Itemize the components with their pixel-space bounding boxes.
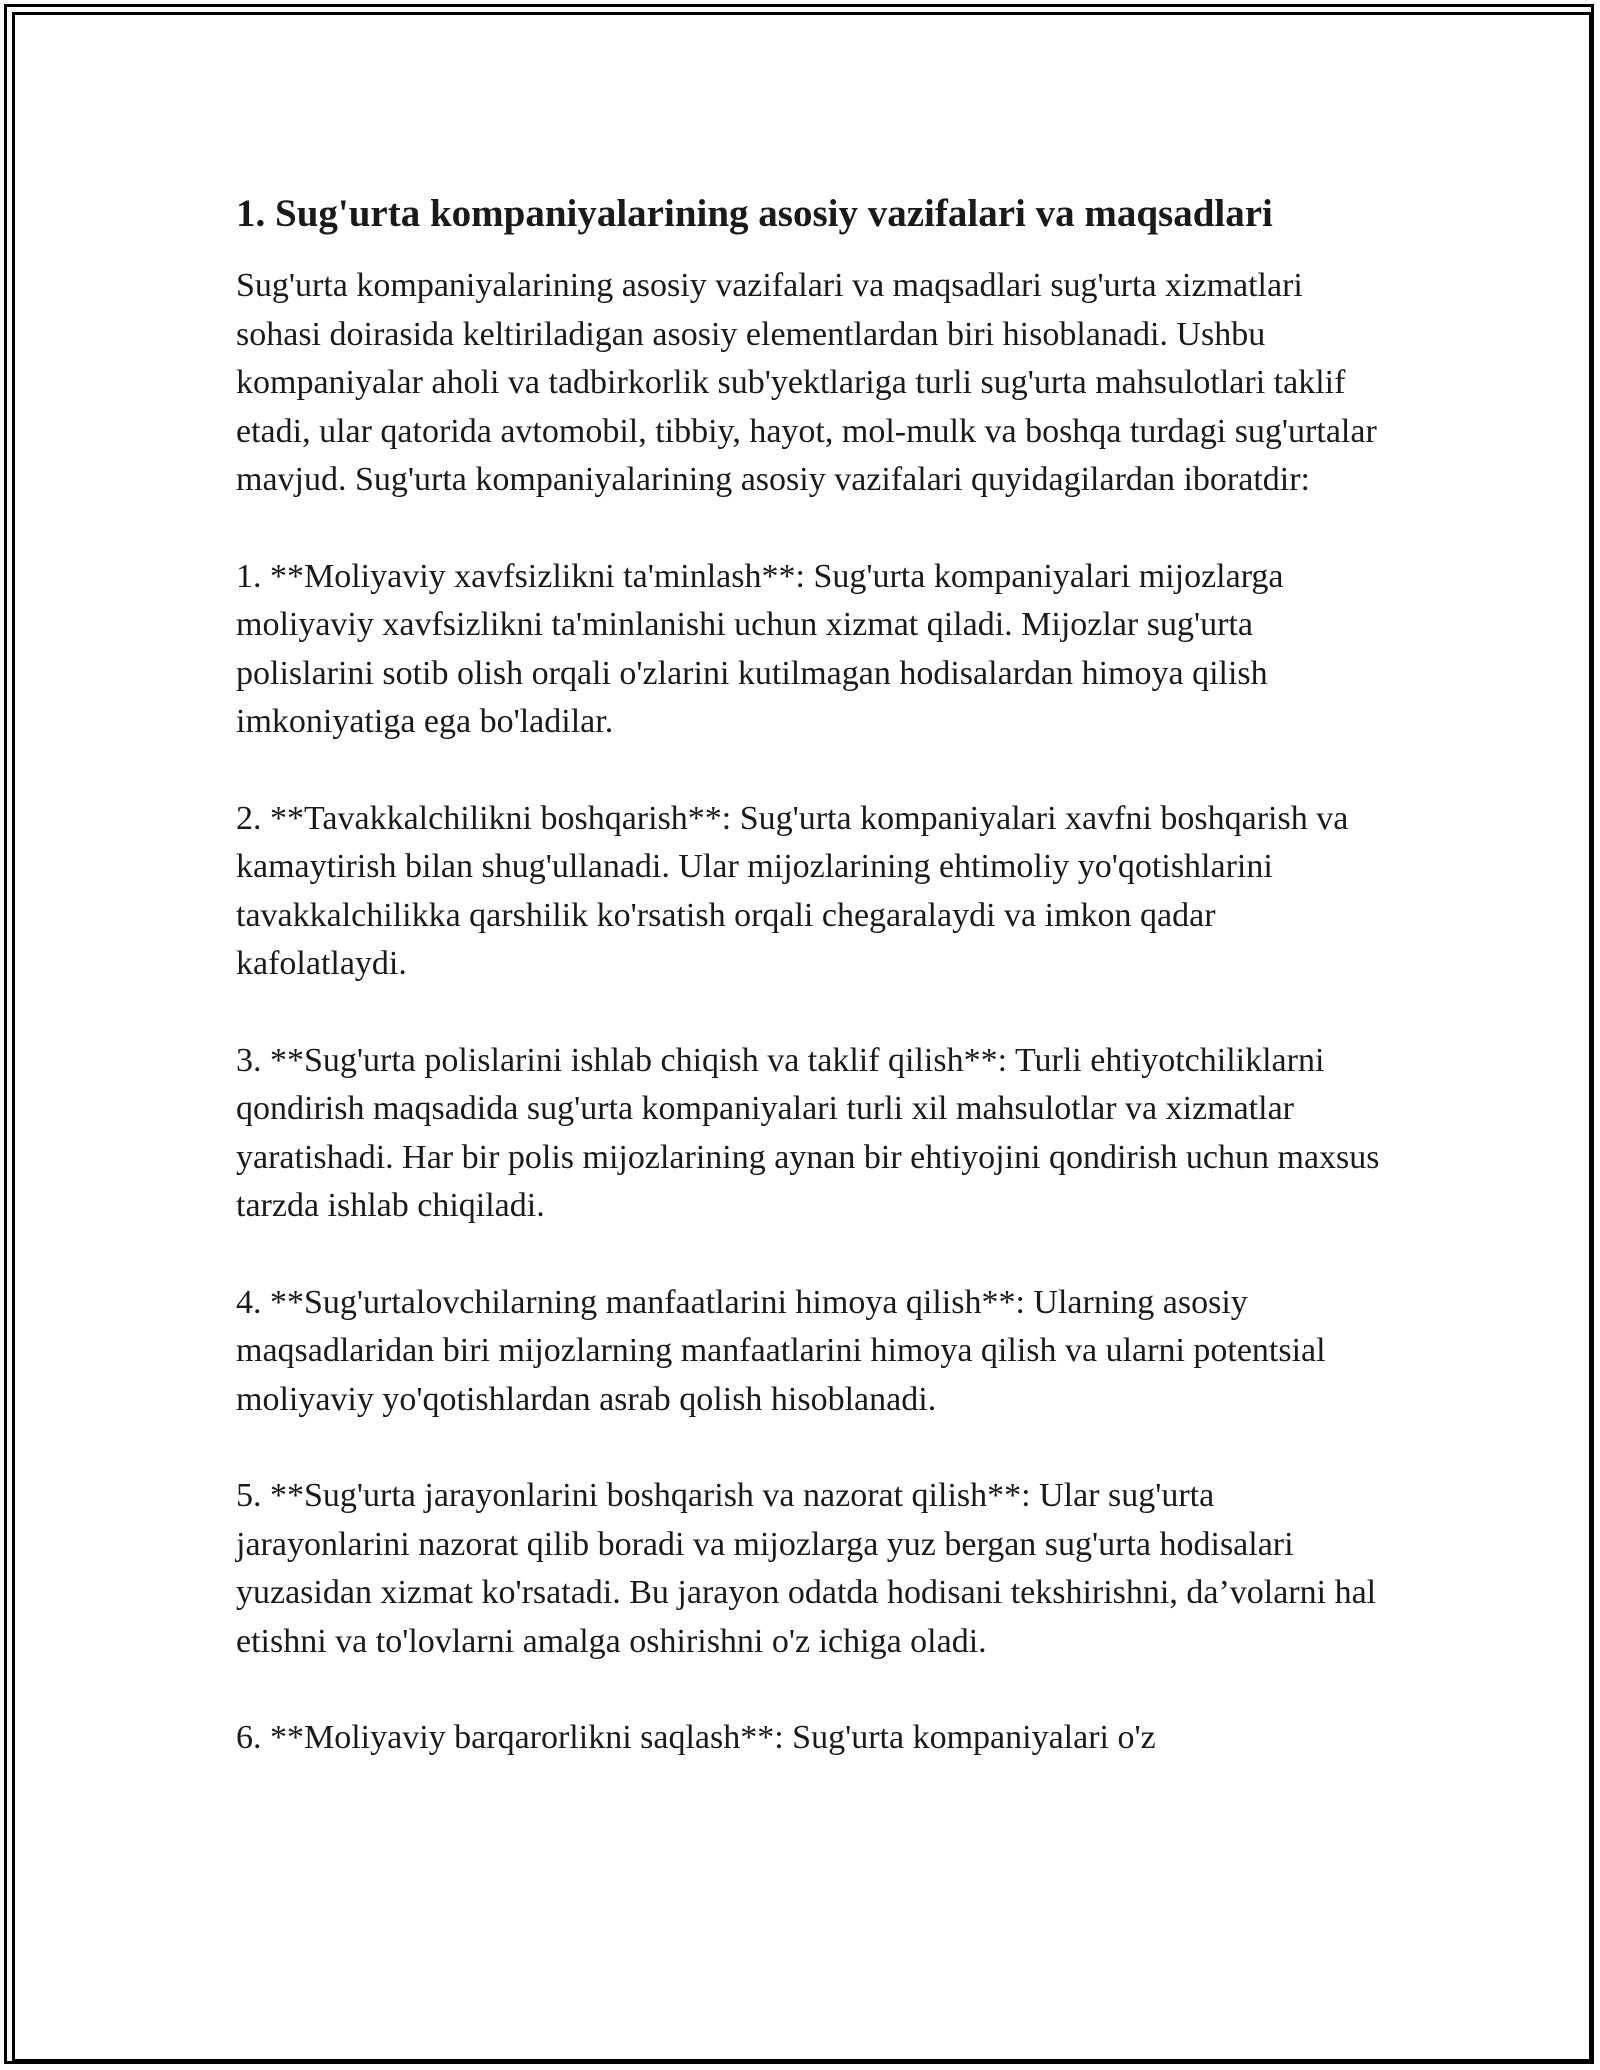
document-title: 1. Sug'urta kompaniyalarining asosiy vazifalari va maqsadlari — [236, 192, 1273, 235]
list-item: 6. **Moliyaviy barqarorlikni saqlash**: Sug'urta kompaniyalari o'z — [236, 1719, 1156, 1756]
list-item: 4. **Sug'urtalovchilarning manfaatlarini himoya qilish**: Ularning asosiy maqsadlaridan biri mijozlarning manfaatlarini himoya qilish va ularni potentsial moliyaviy yo'qotishlardan asrab qolish hisoblanadi. — [236, 1283, 1326, 1418]
intro-paragraph: Sug'urta kompaniyalarining asosiy vazifalari va maqsadlari sug'urta xizmatlari sohasi doirasida keltiriladigan asosiy elementlardan biri hisoblanadi. Ushbu kompaniyalar aholi va tadbirkorlik sub'yektlariga turli sug'urta mahsulotlari taklif etadi, ular qatorida avtomobil, tibbiy, hayot, mol-mulk va boshqa turdagi sug'urtalar mavjud. Sug'urta kompaniyalarining asosiy vazifalari quyidagilardan iboratdir: — [236, 267, 1377, 498]
document-body — [236, 186, 1386, 1811]
list-item: 2. **Tavakkalchilikni boshqarish**: Sug'urta kompaniyalari xavfni boshqarish va kamaytirish bilan shug'ullanadi. Ular mijozlarining ehtimoliy yo'qotishlarini tavakkalchilikka qarshilik ko'rsatish orqali chegaralaydi va imkon qadar kafolatlaydi. — [236, 799, 1349, 982]
list-item: 3. **Sug'urta polislarini ishlab chiqish va taklif qilish**: Turli ehtiyotchiliklarni qondirish maqsadida sug'urta kompaniyalari turli xil mahsulotlar va xizmatlar yaratishadi. Har bir polis mijozlarining aynan bir ehtiyojini qondirish uchun maxsus tarzda ishlab chiqiladi. — [236, 1041, 1380, 1224]
list-item: 1. **Moliyaviy xavfsizlikni ta'minlash**: Sug'urta kompaniyalari mijozlarga moliyaviy xavfsizlikni ta'minlanishi uchun xizmat qiladi. Mijozlar sug'urta polislarini sotib olish orqali o'zlarini kutilmagan hodisalardan himoya qilish imkoniyatiga ega bo'ladilar. — [236, 557, 1284, 740]
list-item: 5. **Sug'urta jarayonlarini boshqarish va nazorat qilish**: Ular sug'urta jarayonlarini nazorat qilib boradi va mijozlarga yuz bergan sug'urta hodisalari yuzasidan xizmat ko'rsatadi. Bu jarayon odatda hodisani tekshirishni, da’volarni hal etishni va to'lovlarni amalga oshirishni o'z ichiga oladi. — [236, 1477, 1377, 1660]
